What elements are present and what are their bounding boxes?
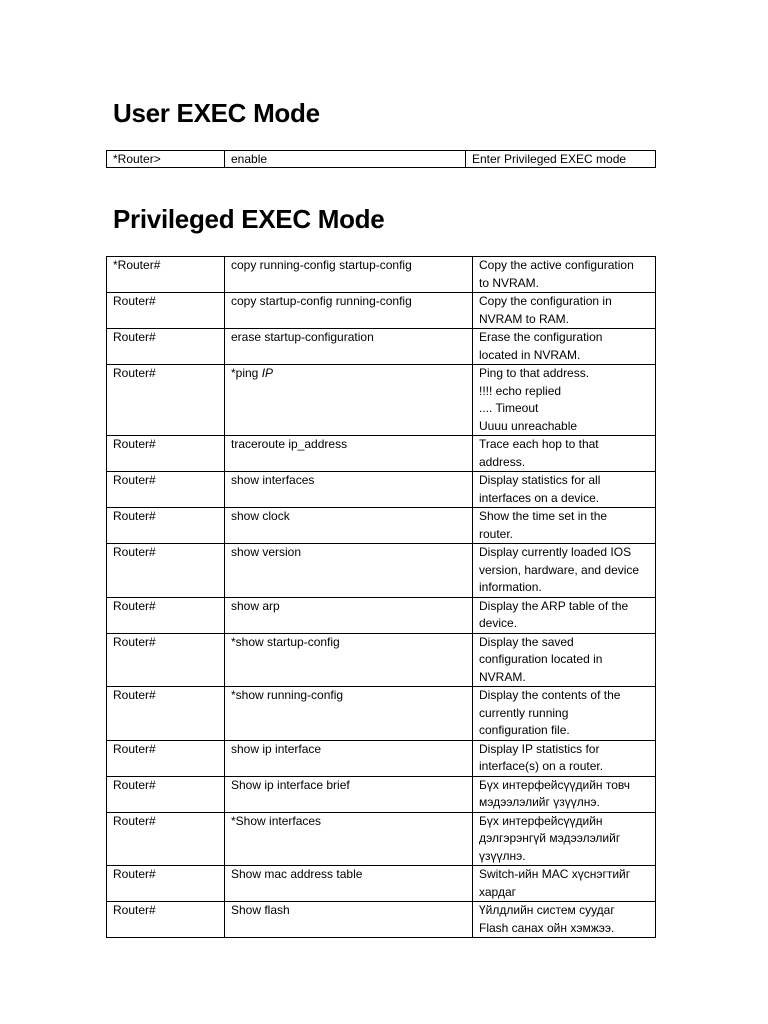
table-row bbox=[107, 812, 656, 866]
command-text: enable bbox=[231, 152, 268, 166]
description-line: configuration located in bbox=[479, 652, 603, 666]
table-row bbox=[107, 866, 656, 902]
command-text: Show mac address table bbox=[231, 867, 363, 881]
prompt-cell: Router# bbox=[107, 812, 225, 866]
description-cell bbox=[473, 293, 656, 329]
description-cell bbox=[473, 866, 656, 902]
command-cell bbox=[225, 776, 473, 812]
description-line: Flash санах ойн хэмжээ. bbox=[479, 920, 615, 935]
command-text: *Show interfaces bbox=[231, 813, 322, 828]
description-cell bbox=[473, 365, 656, 436]
prompt-cell: *Router> bbox=[107, 151, 225, 168]
description-cell bbox=[473, 472, 656, 508]
table-row bbox=[107, 472, 656, 508]
table-row bbox=[107, 365, 656, 436]
description-cell bbox=[473, 776, 656, 812]
description-cell bbox=[473, 687, 656, 741]
description-line: Үйлдлийн систем суудаг bbox=[479, 903, 615, 917]
table-row bbox=[107, 776, 656, 812]
table-row bbox=[107, 436, 656, 472]
description-cell bbox=[473, 257, 656, 293]
description-line: NVRAM. bbox=[479, 669, 526, 684]
prompt-cell: Router# bbox=[107, 365, 225, 436]
description-line: Uuuu unreachable bbox=[479, 418, 578, 433]
description-line: Show the time set in the bbox=[479, 509, 608, 523]
command-cell bbox=[225, 508, 473, 544]
command-cell bbox=[225, 687, 473, 741]
description-line: Ping to that address. bbox=[479, 366, 590, 380]
command-cell bbox=[225, 329, 473, 365]
description-line: Display currently loaded IOS bbox=[479, 545, 632, 559]
table-row bbox=[107, 293, 656, 329]
prompt-cell: Router# bbox=[107, 293, 225, 329]
privileged-exec-table bbox=[106, 256, 656, 938]
command-text: erase startup-configuration bbox=[231, 330, 374, 344]
description-cell bbox=[473, 597, 656, 633]
description-line: !!!! echo replied bbox=[479, 383, 562, 398]
description-cell bbox=[473, 740, 656, 776]
description-cell bbox=[473, 633, 656, 687]
command-text: Show ip interface brief bbox=[231, 777, 350, 792]
description-line: NVRAM to RAM. bbox=[479, 311, 570, 326]
prompt-cell: Router# bbox=[107, 902, 225, 938]
description-line: Enter Privileged EXEC mode bbox=[472, 152, 627, 166]
command-cell bbox=[225, 597, 473, 633]
command-text: copy startup-config running-config bbox=[231, 294, 412, 308]
prompt-cell: Router# bbox=[107, 866, 225, 902]
command-text: show interfaces bbox=[231, 473, 315, 487]
command-text: traceroute ip_address bbox=[231, 437, 348, 451]
table-row bbox=[107, 508, 656, 544]
command-text: show clock bbox=[231, 509, 290, 523]
command-cell bbox=[225, 902, 473, 938]
description-line: located in NVRAM. bbox=[479, 347, 581, 362]
command-cell bbox=[225, 257, 473, 293]
command-cell bbox=[225, 365, 473, 436]
description-cell bbox=[473, 329, 656, 365]
table-row bbox=[107, 151, 656, 168]
command-cell bbox=[225, 293, 473, 329]
description-line: мэдээлэлийг үзүүлнэ. bbox=[479, 795, 600, 809]
description-cell bbox=[473, 902, 656, 938]
description-line: version, hardware, and device bbox=[479, 562, 640, 577]
description-cell bbox=[473, 508, 656, 544]
command-text: show arp bbox=[231, 598, 280, 613]
prompt-cell: Router# bbox=[107, 687, 225, 741]
command-cell bbox=[225, 812, 473, 866]
command-text: *ping bbox=[231, 366, 259, 380]
command-argument: IP bbox=[261, 366, 274, 380]
user-exec-heading: User EXEC Mode bbox=[113, 98, 320, 128]
description-line: Display the ARP table of the bbox=[479, 598, 629, 613]
prompt-cell: Router# bbox=[107, 508, 225, 544]
command-cell bbox=[225, 472, 473, 508]
table-row bbox=[107, 633, 656, 687]
description-line: .... Timeout bbox=[479, 401, 539, 415]
prompt-cell: Router# bbox=[107, 633, 225, 687]
command-cell bbox=[225, 866, 473, 902]
description-line: to NVRAM. bbox=[479, 275, 540, 290]
description-line: Display statistics for all bbox=[479, 473, 601, 487]
command-text: show ip interface bbox=[231, 741, 322, 756]
description-line: Copy the configuration in bbox=[479, 294, 612, 308]
table-row bbox=[107, 329, 656, 365]
description-cell bbox=[466, 151, 656, 168]
description-line: Trace each hop to that bbox=[479, 437, 599, 451]
prompt-cell: Router# bbox=[107, 472, 225, 508]
command-cell bbox=[225, 151, 466, 168]
description-line: interface(s) on a router. bbox=[479, 759, 604, 773]
description-line: Display IP statistics for bbox=[479, 741, 600, 756]
description-line: Switch-ийн MAC хүснэгтийг bbox=[479, 867, 631, 881]
command-text: copy running-config startup-config bbox=[231, 258, 412, 272]
table-row bbox=[107, 740, 656, 776]
description-cell bbox=[473, 812, 656, 866]
prompt-cell: Router# bbox=[107, 436, 225, 472]
description-line: Display the saved bbox=[479, 634, 574, 649]
description-line: Erase the configuration bbox=[479, 330, 603, 344]
description-line: device. bbox=[479, 616, 518, 630]
description-line: хардаг bbox=[479, 884, 516, 899]
table-row bbox=[107, 687, 656, 741]
description-line: Бүх интерфейсүүдийн товч bbox=[479, 777, 630, 792]
description-line: router. bbox=[479, 526, 514, 541]
description-line: Бүх интерфейсүүдийн bbox=[479, 813, 603, 828]
prompt-cell: Router# bbox=[107, 776, 225, 812]
command-cell bbox=[225, 740, 473, 776]
user-exec-table bbox=[106, 150, 656, 168]
table-row bbox=[107, 544, 656, 598]
command-cell bbox=[225, 633, 473, 687]
prompt-cell: Router# bbox=[107, 740, 225, 776]
description-line: information. bbox=[479, 580, 542, 594]
prompt-cell: Router# bbox=[107, 597, 225, 633]
command-cell bbox=[225, 544, 473, 598]
description-line: interfaces on a device. bbox=[479, 490, 600, 505]
table-row bbox=[107, 257, 656, 293]
command-text: show version bbox=[231, 545, 302, 559]
description-line: configuration file. bbox=[479, 723, 570, 737]
description-line: currently running bbox=[479, 705, 569, 720]
privileged-exec-heading: Privileged EXEC Mode bbox=[113, 204, 385, 234]
description-line: address. bbox=[479, 454, 526, 469]
description-line: Copy the active configuration bbox=[479, 258, 634, 272]
description-line: дэлгэрэнгүй мэдээлэлийг bbox=[479, 831, 621, 845]
command-text: *show running-config bbox=[231, 688, 344, 702]
command-text: Show flash bbox=[231, 903, 290, 917]
description-cell bbox=[473, 436, 656, 472]
prompt-cell: Router# bbox=[107, 544, 225, 598]
table-row bbox=[107, 902, 656, 938]
table-row bbox=[107, 597, 656, 633]
prompt-cell: Router# bbox=[107, 329, 225, 365]
description-cell bbox=[473, 544, 656, 598]
command-cell bbox=[225, 436, 473, 472]
command-text: *show startup-config bbox=[231, 634, 340, 649]
description-line: Display the contents of the bbox=[479, 688, 621, 702]
description-line: үзүүлнэ. bbox=[479, 848, 526, 863]
prompt-cell: *Router# bbox=[107, 257, 225, 293]
